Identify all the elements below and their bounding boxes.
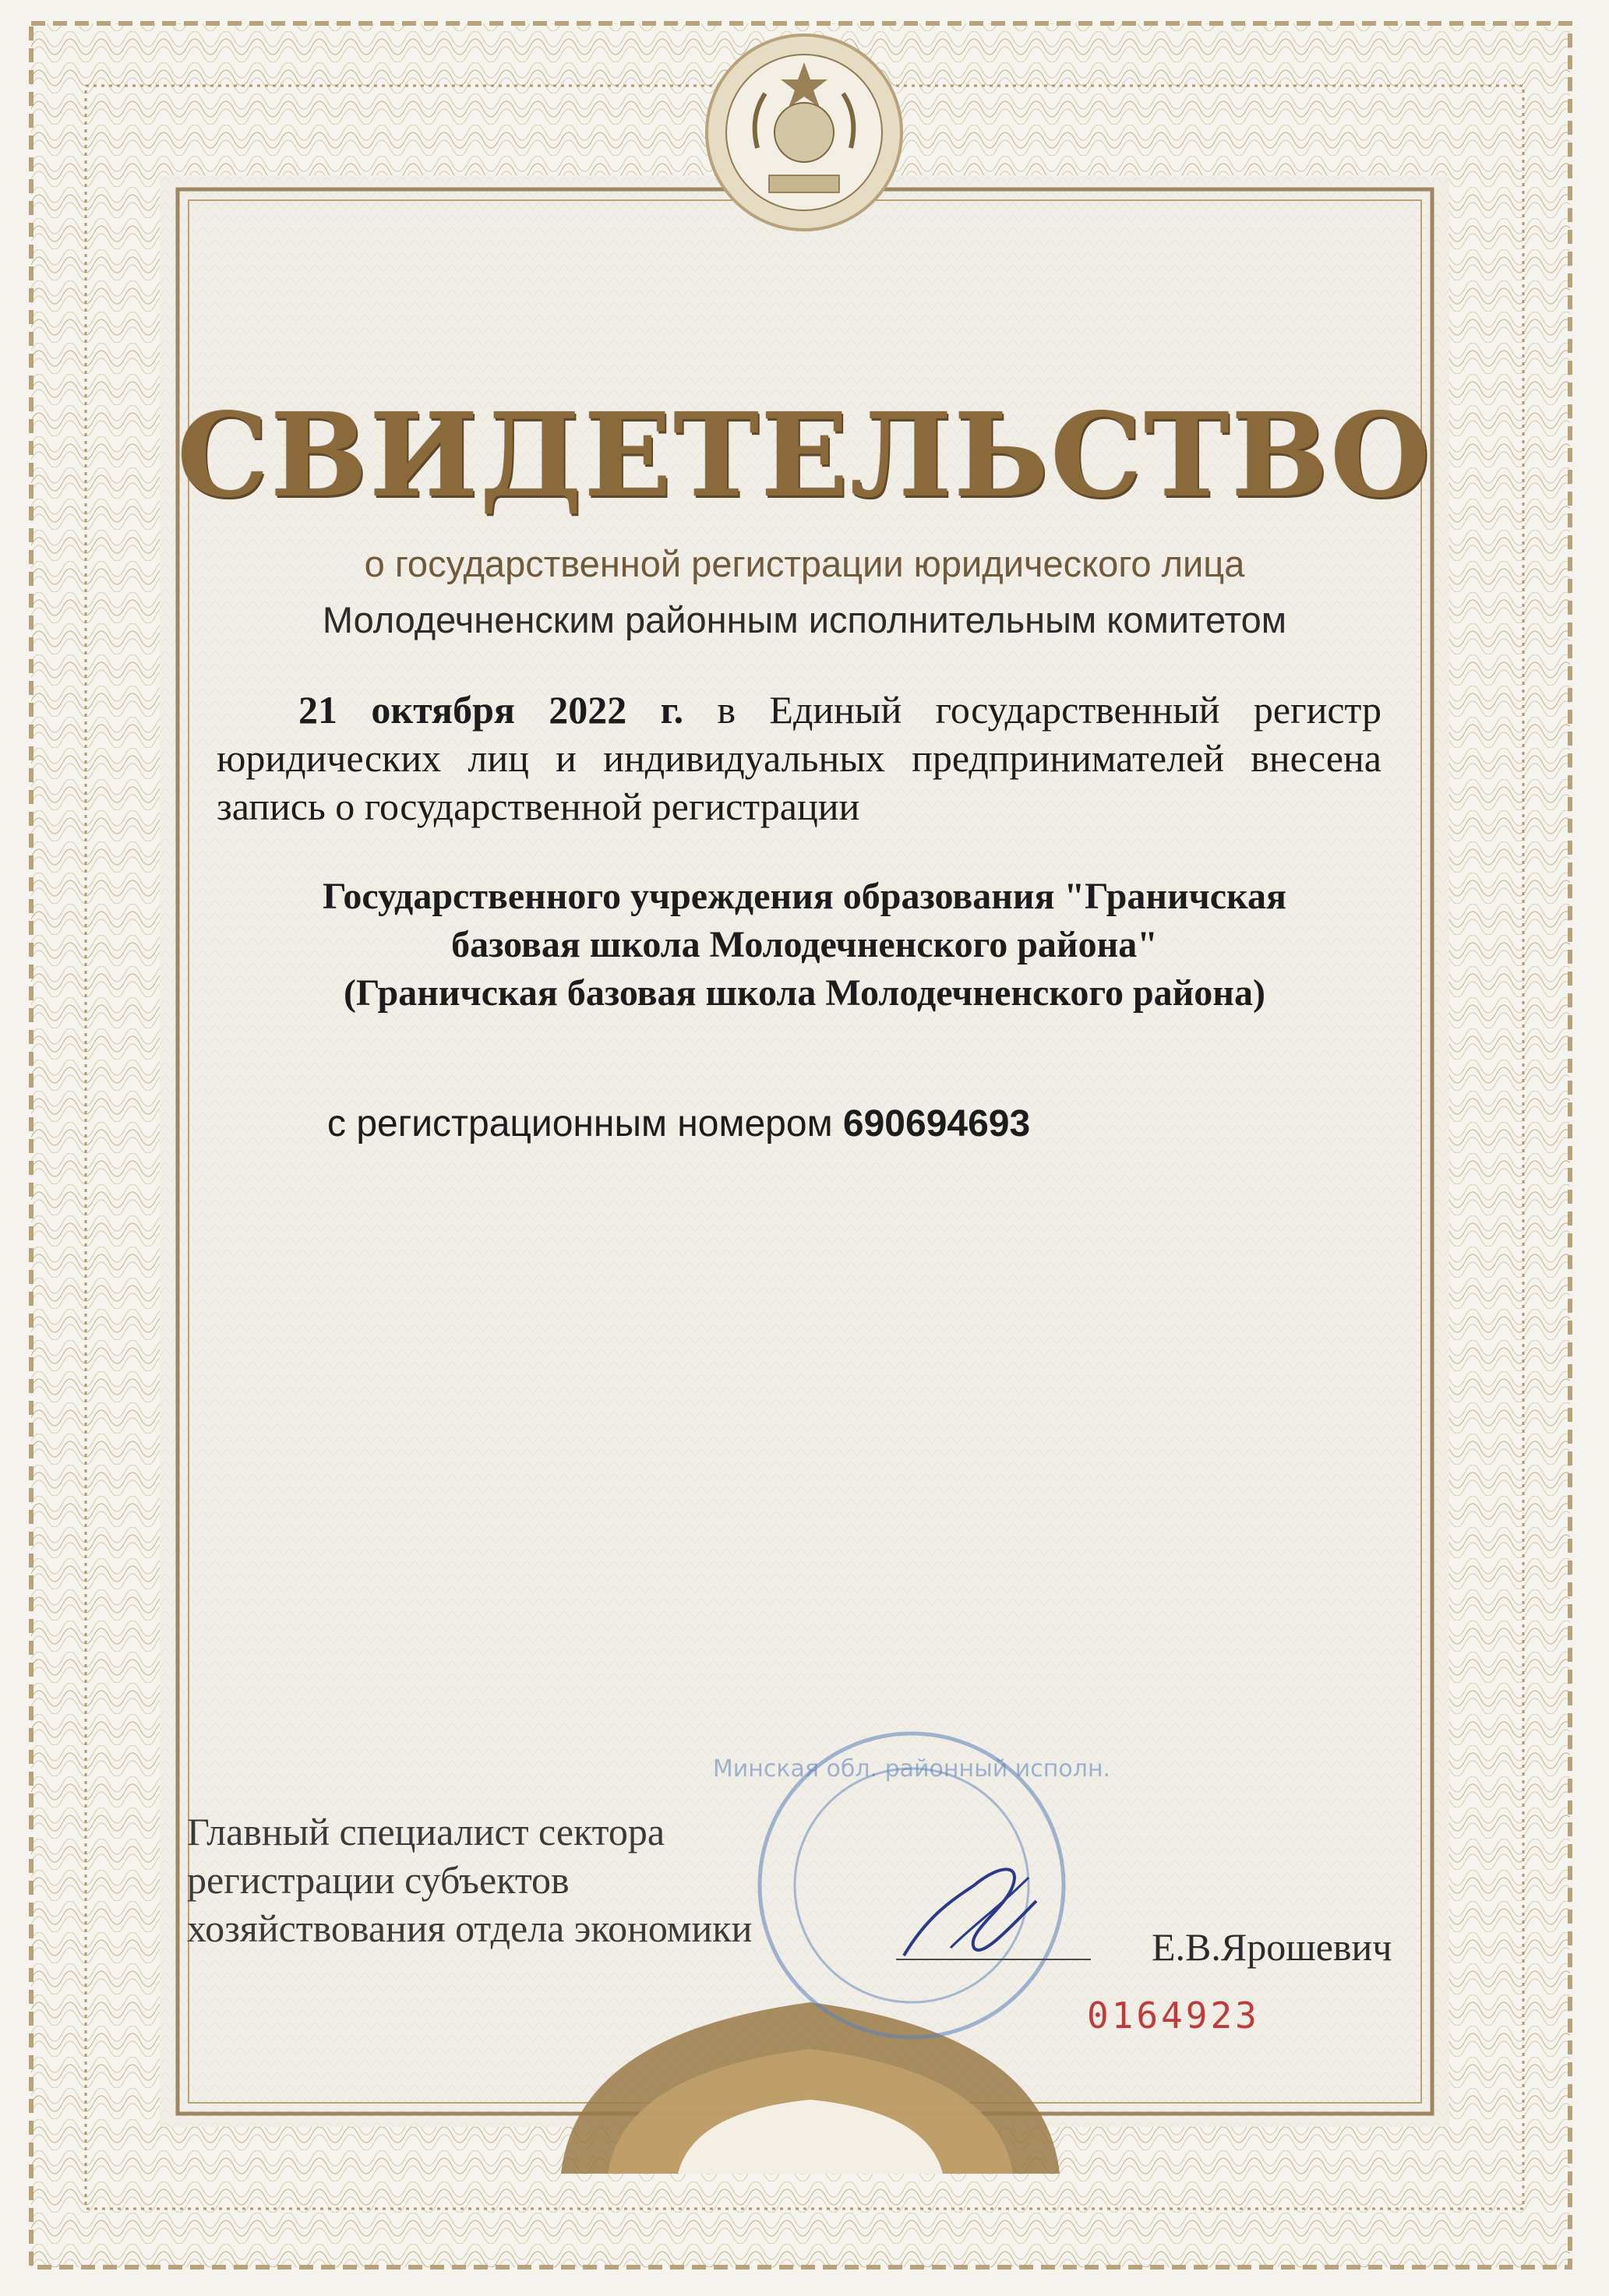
handwritten-signature <box>880 1831 1083 1979</box>
signatory-position-line-1: Главный специалист сектора <box>187 1810 665 1853</box>
signatory-position <box>187 1808 752 1952</box>
signatory-position-line-2: регистрации субъектов <box>187 1858 570 1902</box>
document-title: СВИДЕТЕЛЬСТВО <box>176 387 1432 523</box>
document-subtitle: о государственной регистрации юридического лица <box>364 543 1245 584</box>
signature-line <box>896 1959 1091 1960</box>
registration-statement <box>217 686 1381 831</box>
registration-date: 21 октября 2022 г. <box>298 688 684 732</box>
stamp-text: Минская обл. районный исполн. <box>712 1755 1111 1783</box>
registration-body: в Единый государственный регистр юридических лиц и индивидуальных предпринимателей внесена запись о государственной регистрации <box>217 688 1381 828</box>
coat-of-arms-emblem <box>703 31 905 234</box>
registration-number-prefix: с регистрационным номером <box>327 1103 833 1144</box>
organization-line-2: базовая школа Молодечненского района" <box>451 924 1158 965</box>
serial-number: 0164923 <box>1087 1994 1260 2037</box>
issuing-authority: Молодечненским районным исполнительным комитетом <box>322 599 1287 640</box>
registration-number-line <box>327 1102 1030 1145</box>
signatory-position-line-3: хозяйствования отдела экономики <box>187 1906 753 1950</box>
organization-line-3: (Граничская базовая школа Молодечненского района) <box>344 972 1265 1014</box>
signatory-name: Е.В.Ярошевич <box>1152 1925 1392 1969</box>
organization-line-1: Государственного учреждения образования "Граничская <box>323 876 1286 917</box>
registration-number: 690694693 <box>842 1103 1031 1144</box>
organization-name <box>0 873 1609 1018</box>
